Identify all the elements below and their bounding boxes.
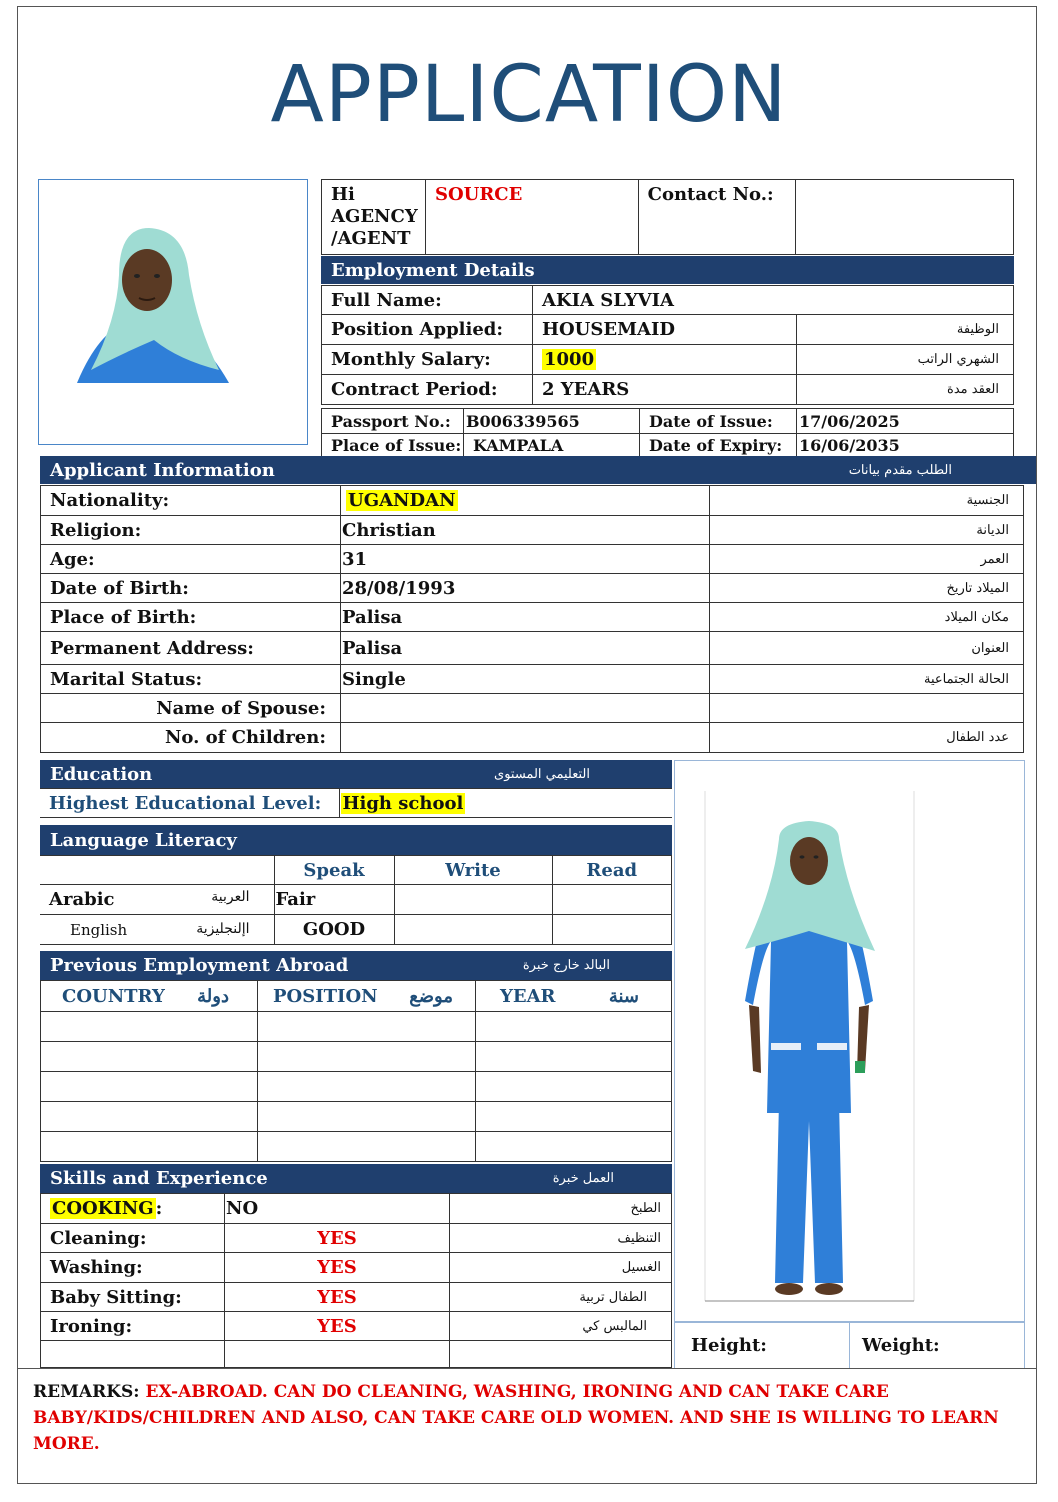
agency-value: SOURCE <box>425 180 638 255</box>
religion-label: Religion: <box>41 516 341 545</box>
full-name-label: Full Name: <box>322 286 533 315</box>
washing-ar: الغسيل <box>450 1253 672 1283</box>
age-ar: العمر <box>710 545 1024 574</box>
applicant-heading <box>40 456 1036 484</box>
passport-no-value: B006339565 <box>464 409 640 434</box>
children-label: No. of Children: <box>41 723 341 753</box>
full-body-photo <box>674 760 1025 1322</box>
contract-label: Contract Period: <box>322 375 533 405</box>
baby-sitting-value: YES <box>225 1283 450 1312</box>
washing-label: Washing: <box>41 1253 225 1283</box>
previous-row <box>41 1132 672 1162</box>
col-position: POSITION <box>273 985 378 1007</box>
issue-date-label: Date of Issue: <box>640 409 797 434</box>
remarks-text: EX-ABROAD. CAN DO CLEANING, WASHING, IRONING AND CAN TAKE CARE BABY/KIDS/CHILDREN AND ALSO, CAN TAKE CARE OLD WOMEN. AND SHE IS WILLING TO LEARN MORE. <box>33 1382 999 1454</box>
lang-arabic: Arabic <box>49 889 115 910</box>
language-table <box>40 855 672 945</box>
dob-ar: الميلاد تاريخ <box>710 574 1024 603</box>
agency-label: Hi AGENCY /AGENT <box>322 180 426 255</box>
contract-value: 2 YEARS <box>533 375 797 405</box>
skills-table: COOKING : NO الطبخ Cleaning: YES التنظيف Washing: YES الغسيل Baby Sitting: YES الطفال تربية Ironing: YES المالبس كي <box>40 1193 672 1368</box>
position-label: Position Applied: <box>322 315 533 345</box>
col-write: Write <box>394 856 552 885</box>
dob-label: Date of Birth: <box>41 574 341 603</box>
position-value: HOUSEMAID <box>533 315 797 345</box>
agency-table <box>321 179 1014 255</box>
place-of-birth-ar: مكان الميلاد <box>710 603 1024 632</box>
col-country: COUNTRY <box>62 985 165 1007</box>
education-table <box>40 788 672 818</box>
address-value: Palisa <box>341 632 710 665</box>
skills-heading <box>40 1164 672 1193</box>
employment-table <box>321 285 1014 405</box>
previous-row <box>41 1042 672 1072</box>
marital-status-ar: الحالة الجتماعية <box>710 665 1024 694</box>
skills-empty-row <box>41 1341 672 1368</box>
col-speak: Speak <box>274 856 394 885</box>
nationality-ar: الجنسية <box>710 486 1024 516</box>
age-value: 31 <box>341 545 710 574</box>
language-heading: Language Literacy <box>40 825 672 855</box>
passport-no-label: Passport No.: <box>322 409 464 434</box>
issue-date-value: 17/06/2025 <box>797 409 1014 434</box>
place-of-birth-value: Palisa <box>341 603 710 632</box>
passport-table <box>321 408 1014 458</box>
applicant-heading-text: Applicant Information <box>50 459 275 481</box>
salary-label: Monthly Salary: <box>322 345 533 375</box>
nationality-label: Nationality: <box>41 486 341 516</box>
place-of-issue-value: KAMPALA <box>464 434 640 458</box>
spouse-ar <box>710 694 1024 723</box>
previous-row <box>41 1102 672 1132</box>
education-level-value: High school <box>342 792 464 814</box>
previous-heading <box>40 951 672 980</box>
religion-ar: الديانة <box>710 516 1024 545</box>
col-country-ar: دولة <box>197 985 229 1007</box>
arabic-write <box>394 885 552 915</box>
previous-table <box>40 980 672 1162</box>
contact-value <box>795 180 1013 255</box>
lang-english-ar: اإلنجليزية <box>196 920 250 937</box>
passport-photo <box>38 179 308 445</box>
arabic-read <box>552 885 672 915</box>
position-ar: الوظيفة <box>797 315 1014 345</box>
place-of-issue-label: Place of Issue: <box>322 434 464 458</box>
education-level-label: Highest Educational Level: <box>40 789 339 818</box>
education-heading-ar: التعليمي المستوى <box>494 766 590 782</box>
page-title: APPLICATION <box>270 50 788 140</box>
address-ar: العنوان <box>710 632 1024 665</box>
expiry-date-label: Date of Expiry: <box>640 434 797 458</box>
salary-value: 1000 <box>544 349 595 370</box>
nationality-value: UGANDAN <box>348 490 456 511</box>
dob-value: 28/08/1993 <box>341 574 710 603</box>
previous-row <box>41 1012 672 1042</box>
applicant-heading-ar: الطلب مقدم بيانات <box>848 462 952 478</box>
skills-heading-ar: العمل خبرة <box>552 1171 614 1186</box>
col-year-ar: سنة <box>608 985 639 1007</box>
employment-heading: Employment Details <box>321 256 1014 284</box>
weight-label: Weight: <box>850 1323 1025 1369</box>
english-write <box>394 915 552 945</box>
ironing-label: Ironing: <box>41 1312 225 1341</box>
cleaning-label: Cleaning: <box>41 1224 225 1253</box>
age-label: Age: <box>41 545 341 574</box>
col-position-ar: موضع <box>409 985 453 1007</box>
spouse-value <box>341 694 710 723</box>
previous-heading-ar: البالد خارج خبرة <box>522 958 610 973</box>
cooking-value: NO <box>225 1194 450 1224</box>
children-value <box>341 723 710 753</box>
children-ar: عدد الطفال <box>710 723 1024 753</box>
expiry-date-value: 16/06/2035 <box>797 434 1014 458</box>
remarks-label: REMARKS: <box>33 1382 140 1402</box>
cleaning-value: YES <box>225 1224 450 1253</box>
baby-sitting-label: Baby Sitting: <box>41 1283 225 1312</box>
cooking-label: COOKING <box>52 1198 154 1219</box>
washing-value: YES <box>225 1253 450 1283</box>
salary-ar: الشهري الراتب <box>797 345 1014 375</box>
cooking-ar: الطبخ <box>450 1194 672 1224</box>
education-heading <box>40 760 672 788</box>
education-heading-text: Education <box>50 763 153 785</box>
col-read: Read <box>552 856 672 885</box>
full-name-value: AKIA SLYVIA <box>533 286 1014 315</box>
previous-heading-text: Previous Employment Abroad <box>50 955 349 976</box>
lang-arabic-ar: العربية <box>211 889 250 905</box>
english-read <box>552 915 672 945</box>
contact-label: Contact No.: <box>638 180 795 255</box>
arabic-speak: Fair <box>274 885 394 915</box>
marital-status-label: Marital Status: <box>41 665 341 694</box>
english-speak: GOOD <box>274 915 394 945</box>
contract-ar: العقد مدة <box>797 375 1014 405</box>
cleaning-ar: التنظيف <box>450 1224 672 1253</box>
religion-value: Christian <box>341 516 710 545</box>
previous-row <box>41 1072 672 1102</box>
remarks-box <box>17 1368 1037 1484</box>
baby-sitting-ar: الطفال تربية <box>450 1283 672 1312</box>
lang-english: English <box>70 920 128 939</box>
height-label: Height: <box>675 1323 850 1369</box>
col-year: YEAR <box>500 985 556 1007</box>
skills-heading-text: Skills and Experience <box>50 1168 268 1189</box>
marital-status-value: Single <box>341 665 710 694</box>
ironing-ar: المالبس كي <box>450 1312 672 1341</box>
address-label: Permanent Address: <box>41 632 341 665</box>
place-of-birth-label: Place of Birth: <box>41 603 341 632</box>
spouse-label: Name of Spouse: <box>41 694 341 723</box>
measurements-table <box>674 1322 1025 1369</box>
ironing-value: YES <box>225 1312 450 1341</box>
applicant-table <box>40 485 1024 753</box>
